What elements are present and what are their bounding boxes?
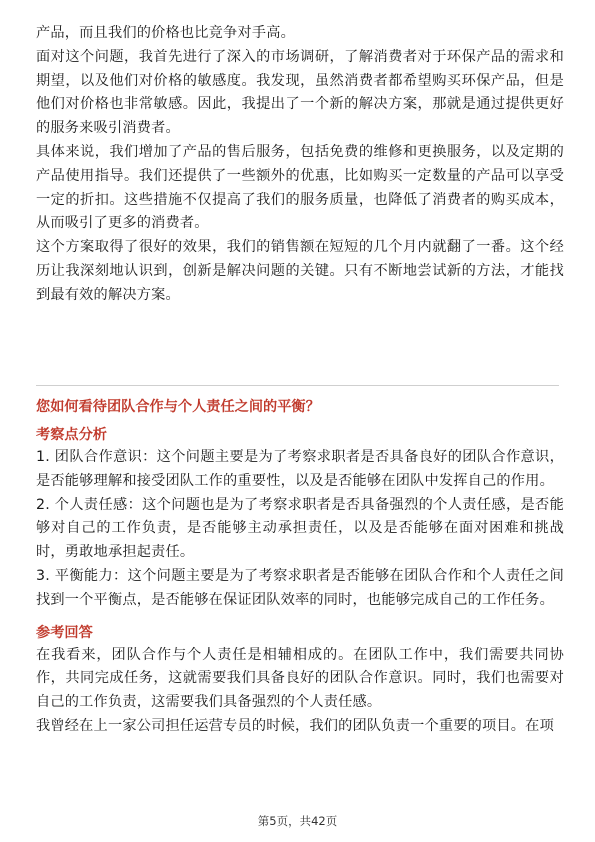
paragraph: 具体来说，我们增加了产品的售后服务，包括免费的维修和更换服务，以及定期的产品使用指导。我们还提供了一些额外的优惠，比如购买一定数量的产品可以享受一定的折扣。这些措施不仅提高了我们的服务质量，也降低了消费者的购买成本，从而吸引了更多的消费者。 — [36, 143, 564, 232]
section-1 — [36, 22, 564, 308]
paragraph: 产品，而且我们的价格也比竞争对手高。 — [36, 25, 295, 41]
analysis-heading: 考察点分析 — [36, 427, 107, 443]
question-heading: 您如何看待团队合作与个人责任之间的平衡？ — [36, 399, 320, 415]
section-divider — [36, 385, 559, 386]
analysis-item: 2. 个人责任感：这个问题也是为了考察求职者是否具备强烈的个人责任感，是否能够对自己的工作负责，是否能够主动承担责任，以及是否能够在面对困难和挑战时，勇敢地承担起责任。 — [36, 496, 564, 561]
paragraph: 这个方案取得了很好的效果，我们的销售额在短短的几个月内就翻了一番。这个经历让我深刻地认识到，创新是解决问题的关键。只有不断地尝试新的方法，才能找到最有效的解决方案。 — [36, 239, 564, 303]
paragraph: 面对这个问题，我首先进行了深入的市场调研，了解消费者对于环保产品的需求和期望，以及他们对价格的敏感度。我发现，虽然消费者都希望购买环保产品，但是他们对价格也非常敏感。因此，我提出了一个新的解决方案，那就是通过提供更好的服务来吸引消费者。 — [36, 48, 564, 137]
answer-paragraph: 在我看来，团队合作与个人责任是相辅相成的。在团队工作中，我们需要共同协作，共同完成任务，这就需要我们具备良好的团队合作意识。同时，我们也需要对自己的工作负责，这需要我们具备强烈的个人责任感。 — [36, 646, 564, 711]
analysis-item: 1. 团队合作意识：这个问题主要是为了考察求职者是否具备良好的团队合作意识，是否能够理解和接受团队工作的重要性，以及是否能够在团队中发挥自己的作用。 — [36, 449, 564, 489]
analysis-item: 3. 平衡能力：这个问题主要是为了考察求职者是否能够在团队合作和个人责任之间找到一个平衡点，是否能够在保证团队效率的同时，也能够完成自己的工作任务。 — [36, 567, 564, 608]
answer-paragraph: 我曾经在上一家公司担任运营专员的时候，我们的团队负责一个重要的项目。在项 — [36, 717, 554, 734]
answer-heading: 参考回答 — [36, 624, 93, 641]
section-2 — [36, 396, 564, 739]
page-number: 第5页，共42页 — [257, 814, 338, 828]
